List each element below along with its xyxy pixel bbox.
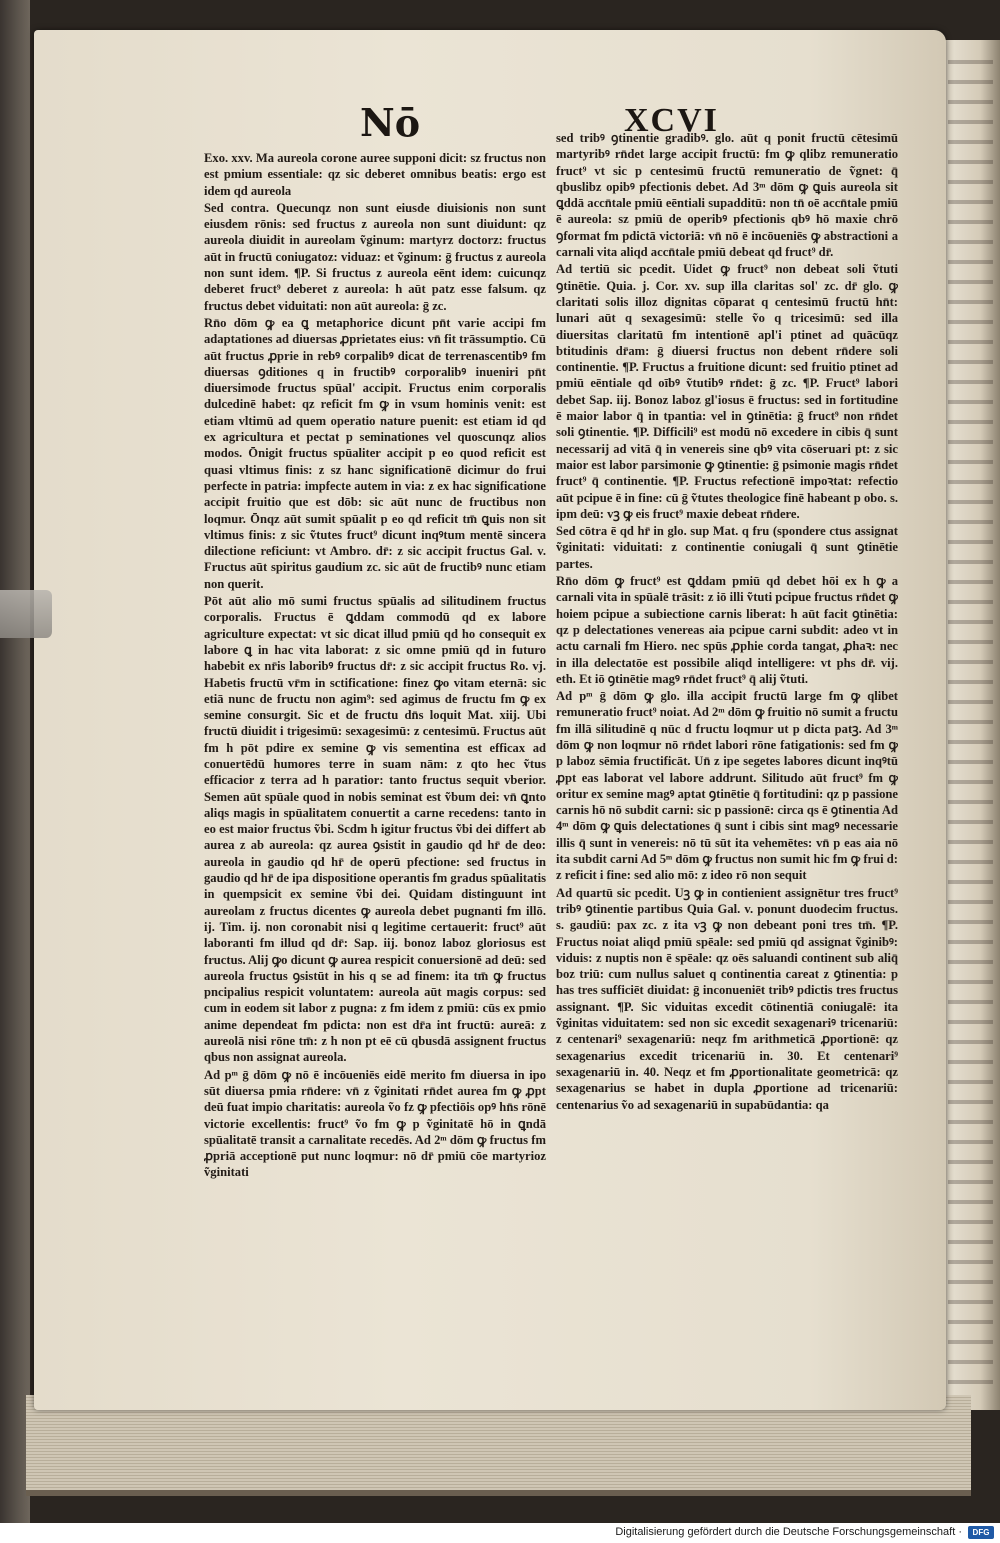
page-block-edges	[26, 1395, 971, 1496]
paragraph: Ad pᵐ ḡ dōm ꝙ nō ē incōueniēs eidē merito fm diuersa in ipo sūt diuersa pmia rn̄dere: vn̄ z ṽginitati rn̄det aurea fm ꝙ ꝓpt deū fuat impio charitatis: aureola ṽo fz ꝙ pfectiōis opꝰ hn̄s rōnē victorie excellentis: fruct⁹ ṽo fm ꝙ p ṽginitatē hō in ꝗndā spūalitatē transit a carnalitate recedēs. Ad 2ᵐ dōm ꝙ fructus fm ꝓpriā acceptionē put nunc loqmur: nō dr̄ pmiū cōe martyrioz ṽginitati	[204, 1067, 546, 1180]
paragraph: Rn̄o dōm ꝙ ea ꝗ metaphorice dicunt pn̄t varie accipi fm adaptationes ad diuersas ꝓprietates eius: vn̄ fit trāssumptio. Cū aūt fructus ꝓprie in rebꝰ corpalibꝰ dicat de terrenascentibꝰ fm diuersas ꝯditiones q in fructibꝰ corporalibꝰ inueniri pn̄t diuersimode fructus spūal' accipit. Fructus enim corporalis dulcedinē habet: qz reficit fm ꝙ in vsum hominis venit: est etiam vltimū ad quem operatio nature puenit: est etiam id qd ex agricultura et pectat p seminationes vel quoscunqz alios modos. Ōnigit fructus spūaliter accipit p eo quod reficit est quasi vltimus finis: z sz hanc significationē dicimur do frui perfecte in patria: impfecte autem in via: z ex hac significatione accipit fruitio que est dōb: sic aūt nunc de fructibus non loqmur. Ōnqz aūt sumit spūalit p eo qd reficit tm̄ ꝗuis non sit vltimus finis: z sic ṽtutes fruct⁹ dicunt inqꝰtum mentē sincera dilectione reficiunt: vt Ambro. dr̄: z sic accipit fructus Gal. v. Fructus aūt spiritus gaudium zc. sic aūt de fructibꝰ nunc etiam non querit.	[204, 315, 546, 591]
paragraph: Sed cōtra ē qd hr̄ in glo. sup Mat. q fru (spondere ctus assignat ṽginitati: viduitati: z continentie coniugali q̄ sunt ꝯtinētie partes.	[556, 524, 898, 571]
dfg-logo[interactable]: DFG	[968, 1526, 994, 1539]
book-cover-edge	[0, 0, 30, 1523]
facing-page-text-shadow	[948, 60, 993, 1390]
paragraph: Exo. xxv. Ma aureola corone auree supponi dicit: sz fructus non est pmium essentiale: qz sic deberet omnibus beatis: ergo est idem qd aureola	[204, 151, 546, 198]
paragraph: Rn̄o dōm ꝙ fruct⁹ est ꝗddam pmiū qd debet hōi ex h ꝙ a carnali vita in spūalē trāsit: z iō illi ṽtuti pcipue fructus rn̄det ꝙ hoiem pcipue a subiectione carnis liberat: h aūt facit ꝯtinētia: qz p delectationes venereas aia pcipue carni subdit: adeo vt in actu carnali fm Hiero. nec spūs ꝓphie corda tangat, ꝓhaꝛ: nec in illa delectatōe est possibile aliqd intelligere: vt phs dr̄. vij. eth. Et iō ꝯtinētie magꝰ rn̄det fruct⁹ q̄ alij ṽtuti.	[556, 574, 898, 686]
paragraph: Ad tertiū sic pcedit. Uidet ꝙ fruct⁹ non debeat soli ṽtuti ꝯtinētie. Quia. j. Cor. xv. sup illa claritas sol' zc. dr̄ glo. ꝙ claritati solis illoz dignitas cōparat q centesimū fructū hn̄t: lunari aūt q sexagesimū: stelle ṽo q tricesimū: sed illa diuersitas claritatū fm intentionē apl'i ptinet ad quācūqz btitudinis dr̄am: ḡ diuersi fructus non debent rn̄dere soli continentie. ¶P. Fructus a fruitione dicunt: sed fruitio ptinet ad pmiū eēntiale qd oībꝰ ṽtutibꝰ rn̄det: ḡ zc. ¶P. Fruct⁹ labori debet Sap. iij. Bonoz laboz gl'iosus ē fructus: sed in fortitudine ē maior labor q̄ in tpantia: vel in ꝯtinētia: ḡ fruct⁹ non rn̄det soli ꝯtinentie. ¶P. Difficili⁹ est modū nō excedere in cibis q̄ sunt necessarij ad vitā q̄ in venereis sine qbꝰ vita cōseruari pt: z sic maior est labor parsimonie ꝙ ꝯtinentie: ḡ psimonie magis rn̄det fruct⁹ q̄ continentie. ¶P. Fructus refectionē impoꝛtat: refectio aūt pcipue ē in fine: cū ḡ ṽtutes theologice finē habeant p obo. s. ipm deū: vꝫ ꝙ eis fruct⁹ maxie debeat rn̄dere.	[556, 262, 898, 521]
paragraph: sed tribꝰ ꝯtinentie gradibꝰ. glo. aūt q ponit fructū cētesimū martyribꝰ rn̄det large accipit fructū: fm ꝙ qlibz remuneratio fruct⁹ vt sic p centesimū fructū remuneratio de ṽgnet: q̄ qbuslibz opibꝰ pfectionis debet. Ad 3ᵐ dōm ꝙ ꝗuis aureola sit ꝗddā accn̄tale pmiū eēntiali supadditū: non tn̄ oē accn̄tale pmiū ē aureola: sz pmiū de operibꝰ pfectionis qbꝰ hō maxie chrō ꝯformat fm pdictā victoriā: vn̄ nō ē incōueniēs ꝙ abstractioni a carnali vita aliqd accn̄tale pmiū debeat qd fruct⁹ dr̄.	[556, 131, 898, 260]
metal-clasp	[0, 590, 52, 638]
paragraph: Ad pᵐ ḡ dōm ꝙ glo. illa accipit fructū large fm ꝙ qlibet remuneratio fruct⁹ noiat. Ad 2ᵐ dōm ꝙ fruitio nō sumit a fructu fm illā silitudinē q nūc d fructu loqmur ut p dicta patꝫ. Ad 3ᵐ dōm ꝙ non loqmur nō rn̄det labori rōne fatigationis: sed fm ꝙ p laboz sēmia fructificāt. Un̄ z ipe segetes labores dicunt inqꝰtū ꝓpt eas laborat vel labore addrunt. Silitudo aūt fruct⁹ fm ꝙ oritur ex semine magꝰ aptat ꝯtinētie q̄ fortitudini: qz p passione carnis hō nō subdit carni: sic p passionē: circa qs ē ꝯtinentia Ad 4ᵐ dōm ꝙ ꝗuis delectationes q̄ sunt i cibis sint magꝰ necessarie illis q̄ sunt in venereis: nō tū sūt ita vehemētes: vn̄ p eas aia nō ita subdit carni Ad 5ᵐ dōm ꝙ fructus non sumit hic fm ꝙ frui d: z reficit i fine: sed alio mō: z ideo rō non sequit	[556, 689, 898, 883]
paragraph: Pōt aūt alio mō sumi fructus spūalis ad silitudinem fructus corporalis. Fructus ē ꝗddam commodū qd ex labore agriculture expectat: vt sic dicat illud pmiū qd ho consequit ex labore ꝗ in hac vita laborat: z sic omne pmiū qd in futuro habebit ex nr̄is laboribꝰ fructus dr̄: z sic accipit fructus Ro. vj. Habetis fructū vr̄m in sctificatione: finez ꝙo vitam eternā: sic etiā nunc de fructu non agim⁹: sed agimus de fructu fm ꝙ ex semine consurgit. Sic et de fructu dn̄s loquit Mat. xiij. Ubi fructū diuidit i trigesimū: sexagesimū: z centesimū. Fructus aūt fm h pōt pdire ex semine ꝙ vis sementina est efficax ad conuertēdū humores terre in suam nām: z qto hec ṽtus efficacior z terra ad h paratior: tanto fructus sequit vberior. Semen aūt spūale quod in nobis seminat est ṽbum dei: vn̄ ꝗnto aliqs magis in spūalitatem conuertit a carne recedens: tanto in eo est maior fructus ṽbi. Scdm h igitur fructus ṽbi dei differt ab aurea z ab aureola: qz aurea ꝯsistit in gaudio qd hr̄ de deo: aureola in gaudio qd hr̄ de operū pfectione: sed fructus in gaudio qd hr̄ de ipa dispositione operantis fm gradus spūalitatis in quempsicit ex semine ṽbi dei. Quidam distinguunt int aureolam z fructus dicentes ꝙ aureola debet pugnanti fm illō. ij. Tim. ij. non coronabit nisi q legitime certauerit: fruct⁹ aūt laboranti fm illud qd dr̄: Sap. iij. bonoz laboz gloriosus est fructus. Alij ꝙo dicunt ꝙ aurea respicit conuersionē ad deū: sed aureola fructus ꝯsistūt in his q se ad finem: ita tm̄ ꝙ fructus pncipalius respicit voluntatem: aureola aūt magis corpus: sed cum in eodem sit labor z pugna: z fm idem z pmiū: cūs ex pmio anime dependeat fm pdicta: non est dr̄a int fructū: aureā: z aureolā nisi rōne tm̄: z h non pt eē cū qbusdā assignent fructus qbus non assignat aureola.	[204, 594, 546, 1065]
folio-number: XCVI	[624, 102, 719, 139]
funding-footer	[0, 1523, 1000, 1543]
running-title: Nō	[360, 100, 421, 145]
paragraph: Ad quartū sic pcedit. Uꝫ ꝙ in contienient assignētur tres fruct⁹ tribꝰ ꝯtinentie partibus Quia Gal. v. ponunt duodecim fructus. s. gaudiū: pax zc. z ita vꝫ ꝙ non debeant poni tres tm̄. ¶P. Fructus noiat aliqd pmiū spēale: sed pmiū qd assignat ṽginibꝰ: viduis: z nuptis non ē spēale: qz oēs saluandi continent sub aliq̄ boz triū: cum nullus saluet q continentia careat z ꝯtinentia: p has tres sufficiēt diuidat: ḡ inconueniēt tribꝰ pdictis tres fructus assignant. ¶P. Sic viduitas excedit cōtinentiā coniugalē: ita ṽginitas viduitatem: sed non sic excedit sexagenariꝰ tricenariū: z centenari⁹ sexagenariū: neqz fm arithmeticā ꝓportionē: qz sexagenarius excedit tricenariū in. 30. Et centenari⁹ sexagenariū in. 40. Neqz et fm ꝓportionalitate geometricā: qz sexagenarius se habet in dupla ꝓportione ad tricenariū: centenarius ṽo ad sexagenariū in supabūdantia: qa	[556, 885, 898, 1112]
text-column-left	[204, 150, 546, 1250]
text-column-right	[556, 130, 898, 1190]
paragraph: Sed contra. Quecunqz non sunt eiusde diuisionis non sunt eiusdem rōnis: sed fructus z aureola non sunt diuidunt: qz aureola diuidit in aureolam ṽginum: martyrz doctorz: fructus aūt in fructū coniugatoz: viduaz: et ṽginum: ḡ fructus z aureola non sunt idem. ¶P. Si fructus z aureola eēnt idem: cuicunqz deberet fruct⁹ deberet z aureola: h aūt patz esse falsum. qz fructus debet viduitati: non aūt aureola: ḡ zc.	[204, 200, 546, 313]
funding-credit: Digitalisierung gefördert durch die Deutsche Forschungsgemeinschaft ·	[615, 1526, 962, 1538]
